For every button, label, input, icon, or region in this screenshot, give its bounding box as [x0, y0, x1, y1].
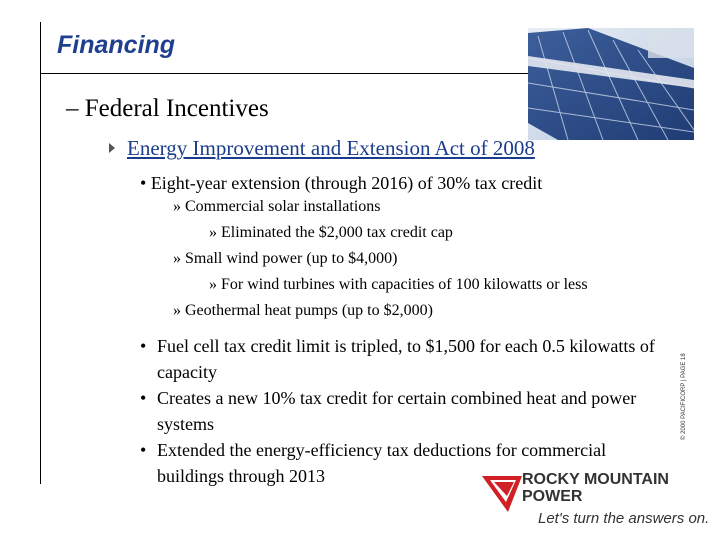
- bullet-text: Eight-year extension (through 2016) of 30% tax credit: [150, 173, 543, 193]
- bullet-text: Extended the energy-efficiency tax deductions for commercial buildings through 2013: [157, 440, 607, 486]
- bullet-fuel-cell: • Fuel cell tax credit limit is tripled, to $1,500 for each 0.5 kilowatts of capacity: [140, 333, 660, 385]
- sub-item-wind-turbines: » For wind turbines with capacities of 100 kilowatts or less: [209, 276, 588, 293]
- bullet-chp-credit: • Creates a new 10% tax credit for certain combined heat and power systems: [140, 385, 660, 437]
- sub-item-commercial-solar: » Commercial solar installations: [173, 198, 381, 215]
- logo-line-1: ROCKY MOUNTAIN: [522, 471, 669, 488]
- sub-item-cap-eliminated: » Eliminated the $2,000 tax credit cap: [209, 224, 453, 241]
- bullet-energy-efficiency: • Extended the energy-efficiency tax deductions for commercial buildings through 2013: [140, 437, 660, 489]
- logo-wordmark: [522, 471, 669, 505]
- logo-line-2: POWER: [522, 488, 583, 505]
- sub-item-text: Geothermal heat pumps (up to $2,000): [185, 302, 433, 319]
- sub-item-text: For wind turbines with capacities of 100 kilowatts or less: [221, 276, 588, 293]
- copyright-text: © 2000 PACIFICORP | PAGE 18: [681, 353, 687, 440]
- title-underline: [40, 73, 600, 74]
- left-border-line: [40, 22, 41, 484]
- sub-item-small-wind: » Small wind power (up to $4,000): [173, 250, 398, 267]
- sub-item-text: Eliminated the $2,000 tax credit cap: [221, 224, 453, 241]
- slide-title: Financing: [57, 31, 176, 59]
- solar-panel-photo: [528, 28, 694, 140]
- act-link[interactable]: Energy Improvement and Extension Act of 2008: [127, 136, 535, 160]
- bullet-eight-year-extension: • Eight-year extension (through 2016) of 30% tax credit: [140, 173, 543, 193]
- sub-item-text: Small wind power (up to $4,000): [185, 250, 398, 267]
- logo-tagline: Let's turn the answers on.: [538, 510, 710, 527]
- bullet-text: Creates a new 10% tax credit for certain combined heat and power systems: [157, 388, 637, 434]
- heading-federal-incentives: – Federal Incentives: [66, 95, 269, 122]
- triangle-bullet-icon: [109, 143, 115, 153]
- sub-item-text: Commercial solar installations: [185, 198, 381, 215]
- sub-item-geothermal: » Geothermal heat pumps (up to $2,000): [173, 302, 433, 319]
- bullet-text: Fuel cell tax credit limit is tripled, to $1,500 for each 0.5 kilowatts of capacity: [157, 336, 655, 382]
